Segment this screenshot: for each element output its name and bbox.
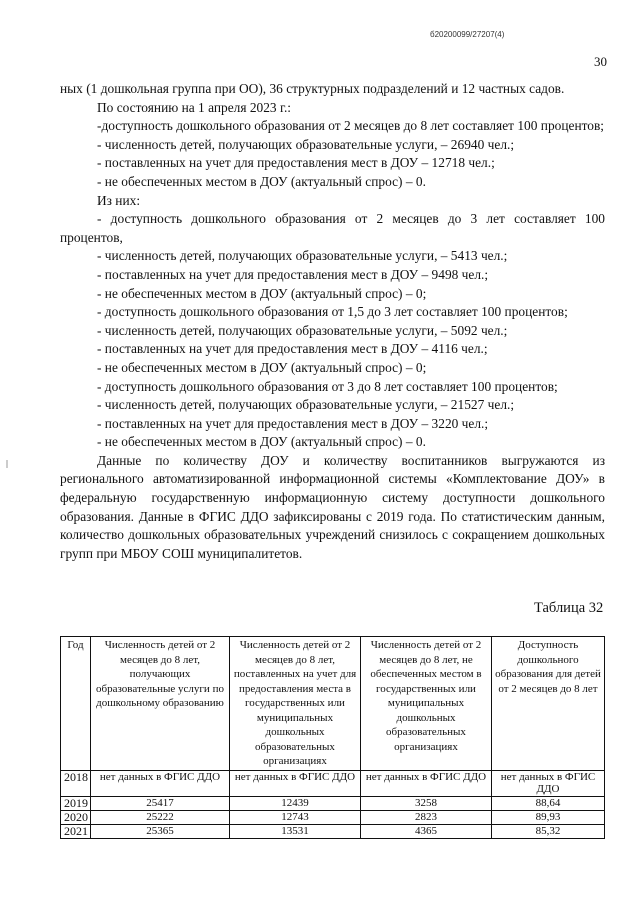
table-cell: нет данных в ФГИС ДДО (230, 770, 361, 796)
header-unprovided: Численность детей от 2 месяцев до 8 лет, не обеспеченных местом в государственных или муниципальных дошкольных образовательных организациях (361, 637, 492, 771)
header-availability: Доступность дошкольного образования для детей от 2 месяцев до 8 лет (492, 637, 605, 771)
table-cell: 3258 (361, 796, 492, 810)
header-registered: Численность детей от 2 месяцев до 8 лет, поставленных на учет для предоставления места в государственных или муниципальных дошкольных образовательных организациях (230, 637, 361, 771)
table-cell: нет данных в ФГИС ДДО (91, 770, 230, 796)
paragraph: - поставленных на учет для предоставления мест в ДОУ – 4116 чел.; (97, 341, 488, 357)
paragraph: - не обеспеченных местом в ДОУ (актуальный спрос) – 0; (97, 359, 427, 375)
document-stamp: б20200099/27207(4) (430, 30, 505, 39)
table-cell: 88,64 (492, 796, 605, 810)
header-year: Год (61, 637, 91, 771)
table-cell: 2018 (61, 770, 91, 796)
page-number: 30 (594, 54, 607, 69)
paragraph: ных (1 дошкольная группа при ОО), 36 структурных подразделений и 12 частных садов. (60, 81, 565, 96)
paragraph: - доступность дошкольного образования от 3 до 8 лет составляет 100 процентов; (97, 378, 558, 394)
paragraph: - не обеспеченных местом в ДОУ (актуальный спрос) – 0. (97, 173, 426, 189)
table-cell: 13531 (230, 824, 361, 838)
table-row (61, 810, 605, 824)
table-cell: 2019 (61, 796, 91, 810)
table-cell: 25222 (91, 810, 230, 824)
paragraph: - не обеспеченных местом в ДОУ (актуальный спрос) – 0. (97, 434, 426, 450)
table-row (61, 824, 605, 838)
paragraph: - поставленных на учет для предоставления мест в ДОУ – 12718 чел.; (97, 155, 495, 171)
paragraph: - численность детей, получающих образовательные услуги, – 26940 чел.; (97, 136, 515, 152)
paragraph: Из них: (97, 192, 141, 208)
paragraph: - численность детей, получающих образовательные услуги, – 21527 чел.; (97, 397, 515, 413)
table-row (61, 796, 605, 810)
table-cell: нет данных в ФГИС ДДО (492, 770, 605, 796)
paragraph: Данные по количеству ДОУ и количеству воспитанников выгружаются из регионального автоматизированной информационной системы «Комплектование ДОУ» в федеральную государственную информационную систему доступности дошкольного образования. Данные в ФГИС ДДО зафиксированы с 2019 года. По статистическим данным, количество дошкольных образовательных учреждений снизилось с сокращением дошкольных групп при МБОУ СОШ муниципалитетов. (60, 452, 605, 561)
table-cell: 89,93 (492, 810, 605, 824)
scan-artifact (6, 460, 8, 468)
table-cell: 2021 (61, 824, 91, 838)
header-enrolled: Численность детей от 2 месяцев до 8 лет, получающих образовательные услуги по дошкольному образованию (91, 637, 230, 771)
paragraph: - численность детей, получающих образовательные услуги, – 5092 чел.; (97, 322, 508, 338)
table-cell: 12743 (230, 810, 361, 824)
data-table (60, 636, 605, 839)
paragraph: - численность детей, получающих образовательные услуги, – 5413 чел.; (97, 248, 508, 264)
table-cell: 2020 (61, 810, 91, 824)
table-row (61, 770, 605, 796)
table-cell: нет данных в ФГИС ДДО (361, 770, 492, 796)
table-cell: 12439 (230, 796, 361, 810)
table-cell: 2823 (361, 810, 492, 824)
paragraph: - поставленных на учет для предоставления мест в ДОУ – 3220 чел.; (97, 415, 489, 431)
paragraph: -доступность дошкольного образования от 2 месяцев до 8 лет составляет 100 процентов; (97, 118, 605, 134)
table-cell: 25365 (91, 824, 230, 838)
table-cell: 4365 (361, 824, 492, 838)
table-cell: 25417 (91, 796, 230, 810)
paragraph: - не обеспеченных местом в ДОУ (актуальный спрос) – 0; (97, 285, 427, 301)
table-header-row (61, 637, 605, 771)
paragraph: - доступность дошкольного образования от 2 месяцев до 3 лет составляет 100 процентов, (60, 211, 605, 245)
body-text (60, 80, 605, 563)
paragraph: - поставленных на учет для предоставления мест в ДОУ – 9498 чел.; (97, 266, 489, 282)
table-cell: 85,32 (492, 824, 605, 838)
paragraph: По состоянию на 1 апреля 2023 г.: (97, 99, 292, 115)
paragraph: - доступность дошкольного образования от 1,5 до 3 лет составляет 100 процентов; (97, 304, 568, 320)
table-caption: Таблица 32 (534, 600, 604, 616)
